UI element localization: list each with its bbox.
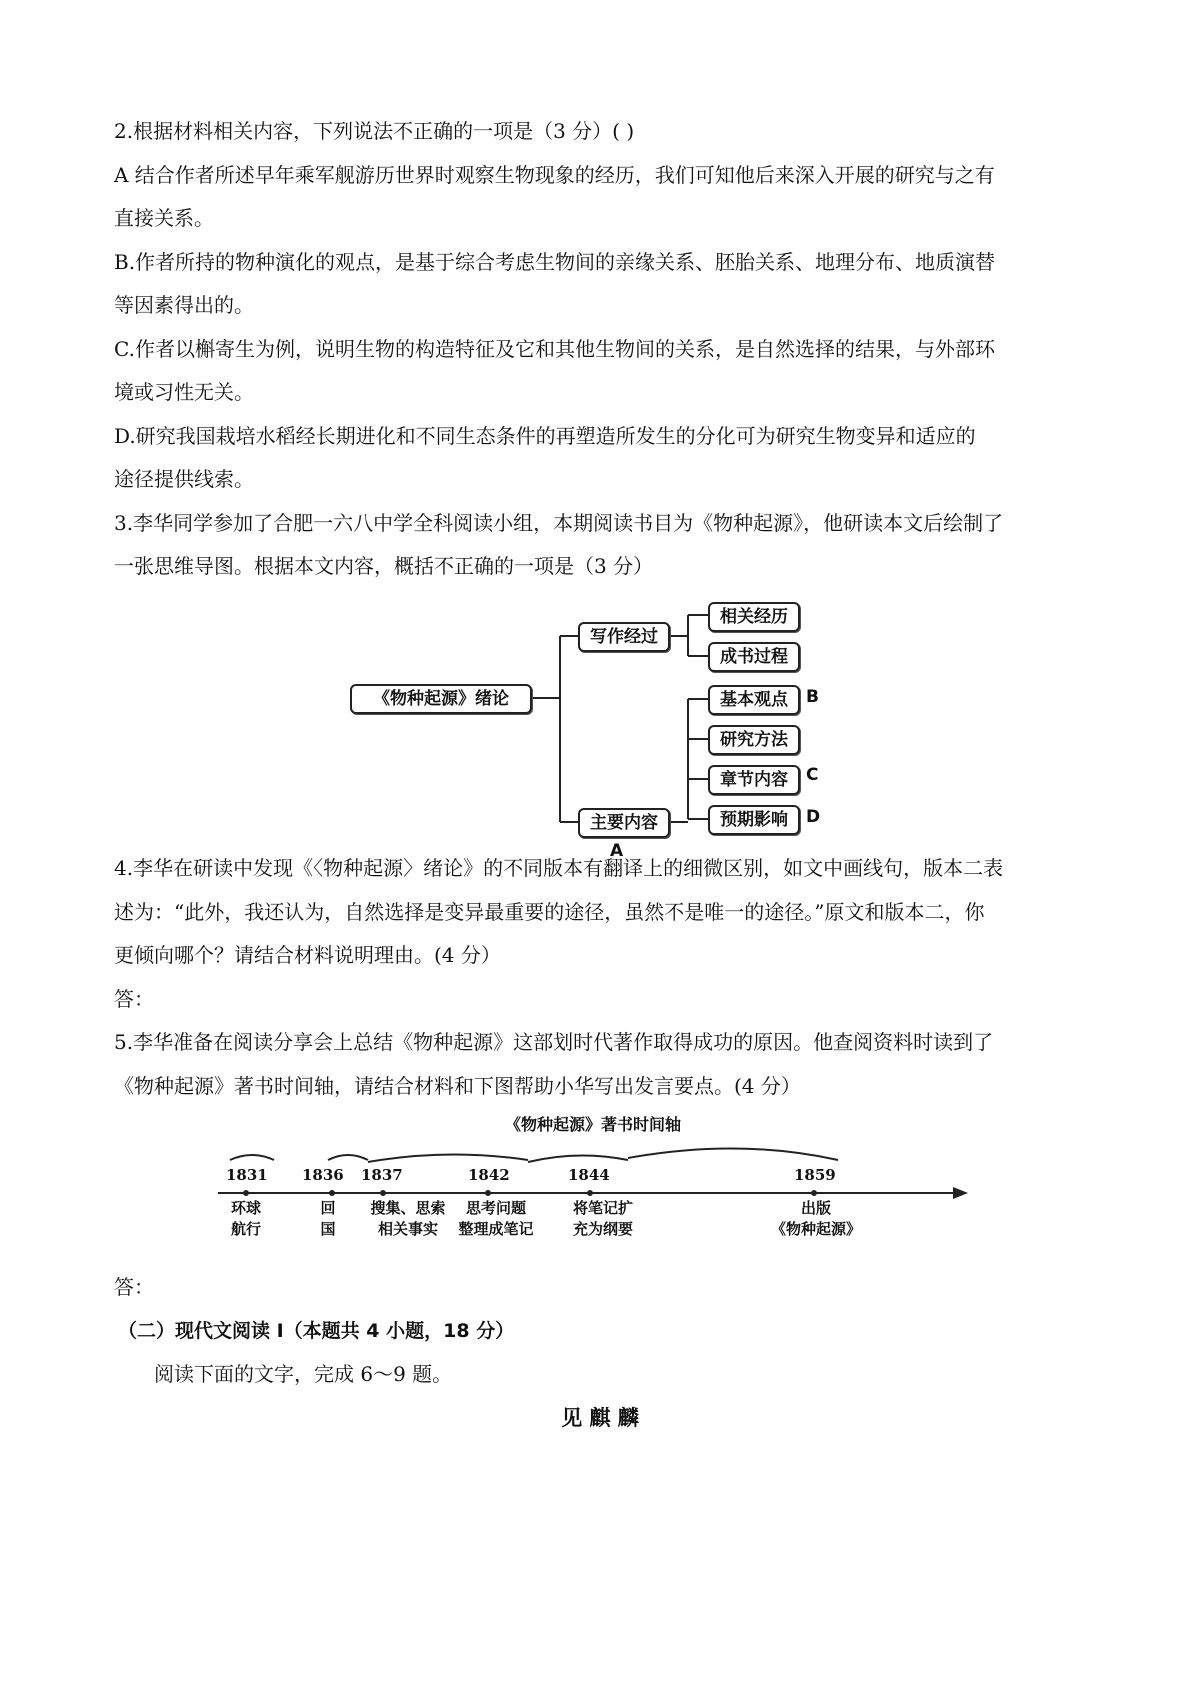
timeline-event-1837-line2: 相关事实 — [377, 1220, 438, 1238]
timeline-event-1859 — [766, 1198, 866, 1240]
q5-stem-line1: 5.李华准备在阅读分享会上总结《物种起源》这部划时代著作取得成功的原因。他查阅资料时读到了 — [114, 1030, 994, 1054]
q2-option-b-line2: 等因素得出的。 — [114, 293, 254, 317]
q4-answer-label: 答： — [114, 987, 154, 1011]
timeline-event-1842 — [446, 1198, 546, 1240]
timeline-event-1831-line2: 航行 — [230, 1220, 261, 1238]
q5-stem-line2: 《物种起源》著书时间轴，请结合材料和下图帮助小华写出发言要点。(4 分） — [114, 1074, 801, 1098]
mind-map-tag-d: D — [806, 807, 821, 827]
q3-stem-line1: 3.李华同学参加了合肥一六八中学全科阅读小组，本期阅读书目为《物种起源》，他研读本文后绘制了 — [114, 511, 1004, 535]
timeline — [218, 1110, 968, 1260]
q2-option-c-line2: 境或习性无关。 — [114, 380, 254, 404]
timeline-event-1842-line2: 整理成笔记 — [458, 1220, 534, 1238]
mind-map-branch-content: 主要内容 — [578, 808, 670, 838]
q3-stem-line2: 一张思维导图。根据本文内容，概括不正确的一项是（3 分） — [114, 554, 654, 578]
mind-map-leaf-chapters: 章节内容 — [708, 765, 800, 795]
mind-map-leaf-impact: 预期影响 — [708, 805, 800, 835]
article-title: 见 麒 麟 — [561, 1406, 639, 1430]
section-heading: （二）现代文阅读 I（本题共 4 小题，18 分） — [118, 1320, 515, 1342]
q4-stem-line3: 更倾向哪个？请结合材料说明理由。(4 分） — [114, 943, 501, 967]
mind-map-tag-a: A — [610, 841, 624, 861]
timeline-event-1844-line1: 将笔记扩 — [572, 1199, 633, 1217]
mind-map-root: 《物种起源》绪论 — [350, 684, 532, 714]
timeline-year-1859: 1859 — [794, 1166, 836, 1184]
q2-option-b-line1: B.作者所持的物种演化的观点，是基于综合考虑生物间的亲缘关系、胚胎关系、地理分布、地质演替 — [114, 250, 996, 274]
q2-option-d-line1: D.研究我国栽培水稻经长期进化和不同生态条件的再塑造所发生的分化可为研究生物变异和适应的 — [114, 424, 976, 448]
mind-map-branch-writing: 写作经过 — [578, 622, 670, 652]
timeline-year-1836: 1836 — [302, 1166, 344, 1184]
timeline-event-1859-line1: 出版 — [800, 1199, 831, 1217]
timeline-event-1842-line1: 思考问题 — [465, 1199, 526, 1217]
mind-map-tag-c: C — [806, 765, 819, 785]
timeline-year-1831: 1831 — [226, 1166, 268, 1184]
timeline-event-1831-line1: 环球 — [230, 1199, 261, 1217]
timeline-event-1837-line1: 搜集、思索 — [370, 1199, 446, 1217]
mind-map-leaf-basic-view: 基本观点 — [708, 685, 800, 715]
timeline-event-1859-line2: 《物种起源》 — [770, 1220, 861, 1238]
section-instruction: 阅读下面的文字，完成 6～9 题。 — [154, 1362, 453, 1386]
mind-map-leaf-process: 成书过程 — [708, 642, 800, 672]
timeline-event-1836-line2: 国 — [320, 1220, 336, 1238]
timeline-event-1831 — [218, 1198, 274, 1240]
q5-answer-label: 答： — [114, 1275, 154, 1299]
q2-option-d-line2: 途径提供线索。 — [114, 467, 254, 491]
timeline-event-1844 — [558, 1198, 648, 1240]
timeline-event-1844-line2: 充为纲要 — [572, 1220, 633, 1238]
q2-stem: 2.根据材料相关内容，下列说法不正确的一项是（3 分）( ) — [114, 119, 635, 143]
timeline-year-1844: 1844 — [568, 1166, 610, 1184]
timeline-year-1842: 1842 — [468, 1166, 510, 1184]
mind-map-leaf-method: 研究方法 — [708, 725, 800, 755]
q4-stem-line2: 述为：“此外，我还认为，自然选择是变异最重要的途径，虽然不是唯一的途径。”原文和版本二，你 — [114, 900, 985, 924]
timeline-event-1836 — [308, 1198, 348, 1240]
timeline-event-1836-line1: 回 — [320, 1199, 336, 1217]
timeline-year-1837: 1837 — [361, 1166, 403, 1184]
timeline-event-1837 — [363, 1198, 453, 1240]
q2-option-c-line1: C.作者以槲寄生为例，说明生物的构造特征及它和其他生物间的关系，是自然选择的结果，与外部环 — [114, 337, 995, 361]
q2-option-a-line1: A 结合作者所述早年乘军舰游历世界时观察生物现象的经历，我们可知他后来深入开展的研究与之有 — [114, 163, 995, 187]
mind-map-leaf-experience: 相关经历 — [708, 602, 800, 632]
timeline-title: 《物种起源》著书时间轴 — [504, 1115, 681, 1134]
q2-option-a-line2: 直接关系。 — [114, 206, 214, 230]
q4-stem-line1: 4.李华在研读中发现《〈物种起源〉绪论》的不同版本有翻译上的细微区别，如文中画线句，版本二表 — [114, 856, 1004, 880]
mind-map-tag-b: B — [806, 687, 819, 707]
